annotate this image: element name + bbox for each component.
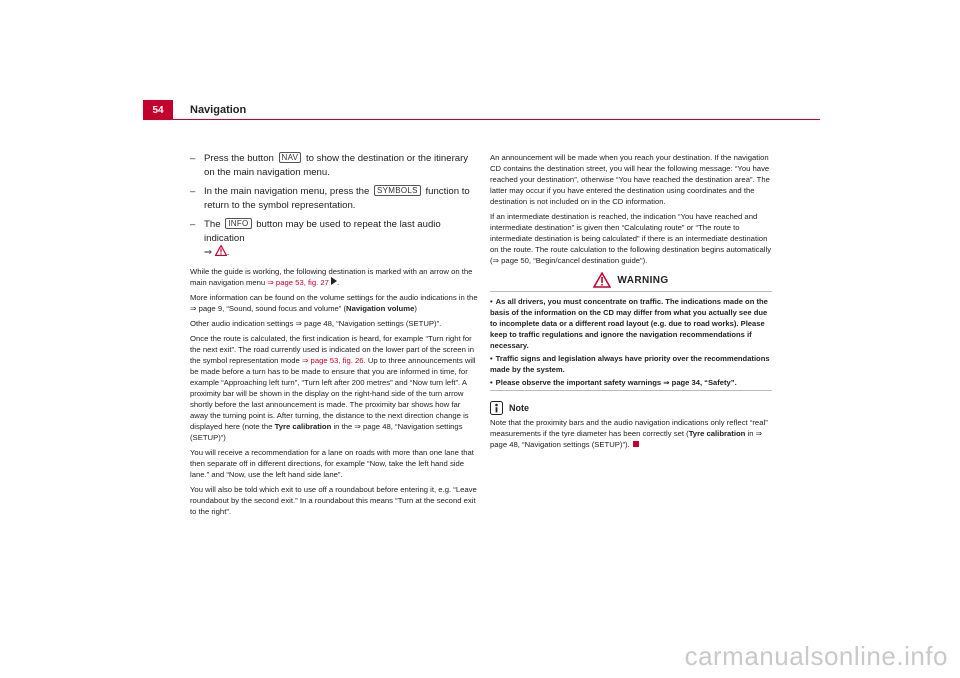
note-icon [490, 401, 503, 415]
warning-item: • As all drivers, you must concentrate on traffic. The indications made on the basis of the information on the CD may differ from what you actually see due to incomplete data or a different road layout (e.g. due to road works). Please keep to traffic regulations and ignore the navigation recommendations if necessary. [490, 297, 768, 350]
step-item: – The INFO button may be used to repeat the last audio indication ⇒ . [190, 219, 441, 258]
paragraph: While the guide is working, the following destination is marked with an arrow on the main navigation menu ⇒ page 53, fig. 27 . [190, 266, 473, 287]
note-text: Note that the proximity bars and the audio navigation indications only reflect “real” measurements if the tyre diameter has been correctly set (Tyre calibration in ⇒ page 48, “Navigation settings (SETUP)”). [490, 418, 768, 449]
step-item: – In the main navigation menu, press the SYMBOLS function to return to the symbol representation. [190, 186, 470, 211]
warning-item: • Please observe the important safety warnings ⇒ page 34, “Safety”. [490, 378, 737, 387]
note-title: Note [509, 403, 529, 413]
nav-key: NAV [279, 152, 302, 163]
warning-title: WARNING [617, 274, 669, 286]
warning-item: • Traffic signs and legislation always have priority over the recommendations made by the system. [490, 354, 770, 374]
info-key: INFO [225, 218, 251, 229]
page-link[interactable]: ⇒ page 53, fig. 26 [301, 355, 364, 365]
warning-box [490, 272, 772, 391]
page-number: 54 [143, 100, 173, 120]
section-title: Navigation [190, 104, 247, 116]
right-column [490, 152, 772, 454]
paragraph: Once the route is calculated, the first indication is heard, for example “Turn right for the next exit”. The road currently used is indicated on the lower part of the screen in the symbol representation mode ⇒ page 53, fig. 26. Up to three announcements will be made before a turn has to be made to ensure that you are informed in time, for example “Approaching left turn”, “Turn left after 200 metres” and “Now turn left”. A proximity bar will be shown in the display on the right-hand side of the turn arrow shortly before the last announcement is made. The proximity bar shows how far away the turning point is. After turning, the distance to the next direction change is displayed here (note the Tyre calibration in the ⇒ page 48, “Navigation settings (SETUP)”) [190, 333, 476, 442]
page-link[interactable]: ⇒ page 53, fig. 27 [267, 277, 329, 287]
header-divider [143, 119, 820, 120]
warning-icon [593, 272, 611, 288]
paragraph: You will also be told which exit to use off a roundabout before entering it, e.g. “Leave roundabout by the second exit.” In a roundabout this means “Turn at the second exit to the right”. [190, 484, 477, 516]
warning-triangle-icon [215, 245, 227, 256]
step-list [190, 152, 480, 260]
warning-list [490, 296, 772, 388]
section-end-mark [633, 441, 639, 447]
paragraph: You will receive a recommendation for a lane on roads with more than one lane that then separate off in different directions, for example “Now, take the left hand side lane.” and “Now, use the left hand side lane”. [190, 447, 474, 479]
paragraph: If an intermediate destination is reached, the indication “You have reached and intermediate destination” is given then “Calculating route” or “The route to intermediate destination is being calculated” if there is an intermediate destination on the route. The route calculation to the following destination begins automatically (⇒ page 50, “Begin/cancel destination guide”). [490, 212, 772, 265]
paragraph: More information can be found on the volume settings for the audio indications in the ⇒ page 9, “Sound, sound focus and volume” (Navigation volume) [190, 292, 478, 313]
left-column [190, 152, 480, 521]
step-item: – Press the button NAV to show the destination or the itinerary on the main navigation menu. [190, 153, 469, 178]
paragraph: Other audio indication settings ⇒ page 48, “Navigation settings (SETUP)”. [190, 318, 442, 328]
symbols-key: SYMBOLS [374, 185, 421, 196]
paragraph: An announcement will be made when you reach your destination. If the navigation CD contains the destination street, you will hear the following message: “You have reached your destination”, otherwise “You have reached the destination area”. The latter may occur if you have entered the destination using coordinates and the destination is not included on in the CD information. [490, 153, 770, 206]
watermark: carmanualsonline.info [684, 641, 948, 671]
